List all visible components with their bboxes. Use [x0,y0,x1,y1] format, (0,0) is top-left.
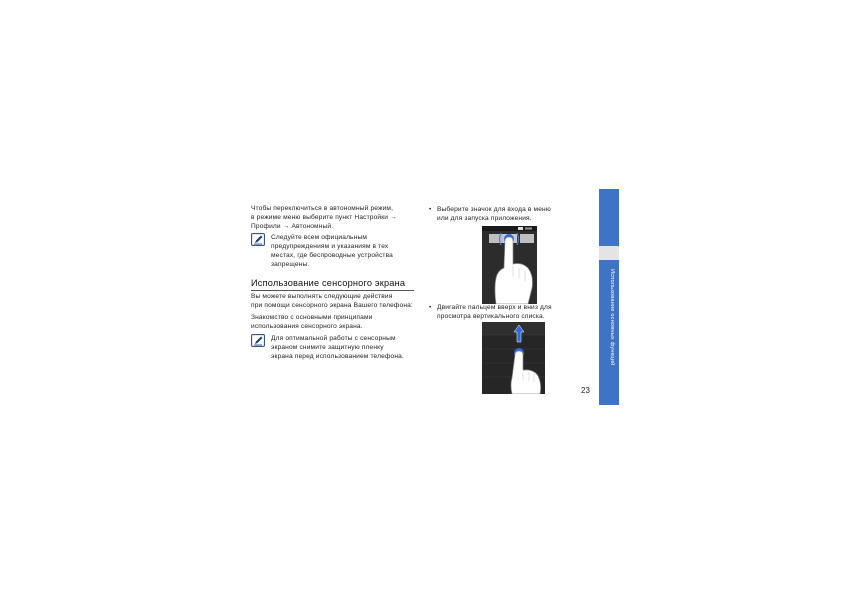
text-line: Знакомство с основными принципами [251,314,373,321]
text-line: экраном снимите защитную пленку [271,344,384,351]
text-line: Двигайте пальцем вверх и вниз для [437,304,552,311]
text-line: Чтобы переключиться в автономный режим, [251,205,394,212]
note-pencil-icon [251,233,265,246]
text-line: использования сенсорного экрана. [251,323,363,330]
page-number: 23 [581,386,590,395]
bullet-item-scroll-list [429,303,567,321]
tap-gesture-illustration [482,226,537,304]
sidebar-tab-marker [599,246,619,260]
text-line: Профили → Автономный. [251,223,334,230]
note-text [271,334,421,361]
note-pencil-icon [251,334,265,347]
text-line: запрещены. [271,261,310,268]
text-line: экрана перед использованием телефона. [271,353,404,360]
text-line: при помощи сенсорного экрана Вашего телефона: [251,302,413,309]
text-line: Для оптимальной работы с сенсорным [271,335,396,342]
chapter-sidebar-tab [599,189,619,405]
bullet-symbol: • [429,304,432,311]
bullet-item-select-icon [429,205,567,223]
body-paragraph [251,313,419,331]
text-line: в режиме меню выберите пункт Настройки → [251,214,397,221]
intro-paragraph [251,204,419,231]
text-line: предупреждениям и указаниям в тех [271,243,389,250]
scroll-gesture-illustration [482,322,545,394]
phone-screen-tap-illustration [482,226,537,304]
phone-screen-scroll-illustration [482,322,545,394]
text-line: местах, где беспроводные устройства [271,252,393,259]
section-heading: Использование сенсорного экрана [251,277,414,291]
text-line: Следуйте всем официальным [271,234,368,241]
body-paragraph [251,292,419,310]
chapter-title: Использование основных функций [609,269,615,366]
text-line: Выберите значок для входа в меню [437,206,551,213]
note-text [271,233,421,269]
text-line: Вы можете выполнять следующие действия [251,293,393,300]
bullet-symbol: • [429,206,432,213]
text-line: или для запуска приложения. [437,215,532,222]
text-line: просмотра вертикального списка. [437,313,545,320]
